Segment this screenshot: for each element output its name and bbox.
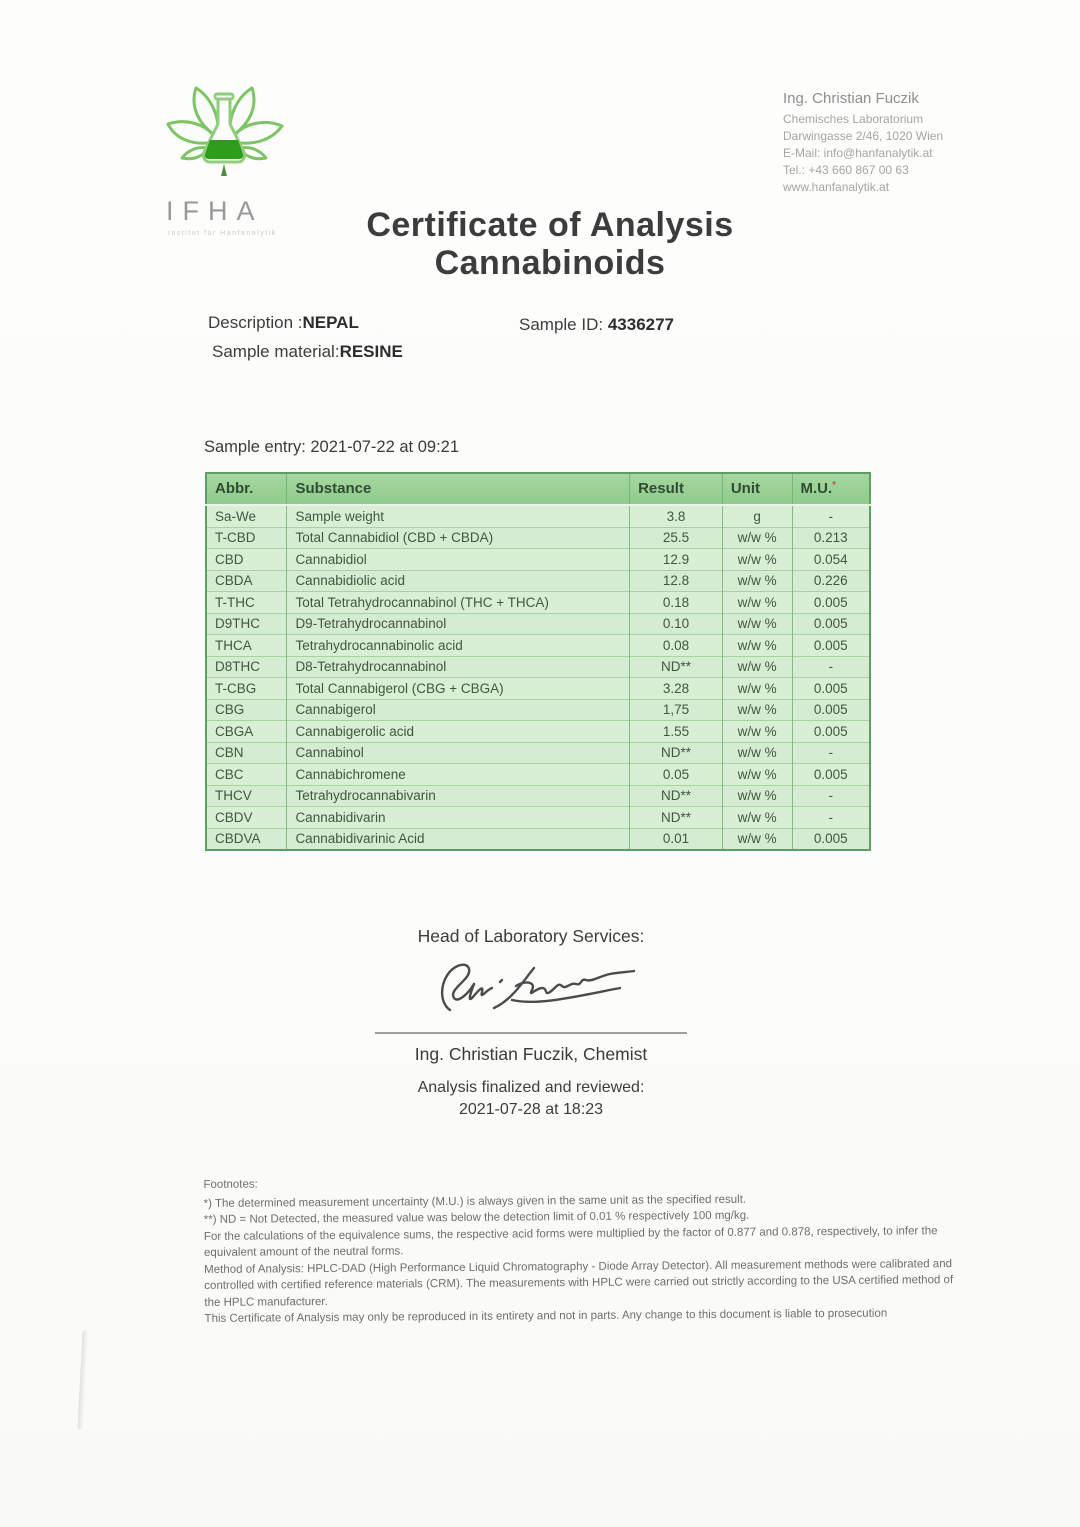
cell-abbr: CBDVA (206, 828, 287, 850)
cell-abbr: D9THC (206, 613, 287, 635)
header-abbr: Abbr. (206, 473, 287, 505)
cell-unit: w/w % (722, 699, 792, 721)
cell-unit: w/w % (722, 635, 792, 657)
cell-abbr: CBDA (206, 570, 287, 592)
contact-phone: Tel.: +43 660 867 00 63 (783, 163, 909, 177)
cell-result: 0.05 (630, 764, 723, 786)
description-line (208, 313, 359, 333)
cell-substance: Total Cannabidiol (CBD + CBDA) (287, 527, 630, 549)
table-row (206, 592, 870, 614)
cell-mu: 0.005 (792, 635, 870, 657)
cell-unit: g (722, 505, 792, 527)
table-row (206, 527, 870, 549)
cell-mu: - (792, 742, 870, 764)
cell-substance: Cannabichromene (287, 764, 630, 786)
cell-result: ND** (630, 656, 723, 678)
cell-substance: Cannabigerol (287, 699, 630, 721)
page-title (10, 206, 1080, 282)
cell-abbr: T-CBG (206, 678, 287, 700)
cell-abbr: CBN (206, 742, 287, 764)
cell-abbr: Sa-We (206, 505, 287, 527)
table-row (206, 742, 870, 764)
cell-result: 1.55 (630, 721, 723, 743)
cell-mu: 0.005 (792, 613, 870, 635)
cell-unit: w/w % (722, 807, 792, 829)
finalized-label: Analysis finalized and reviewed: (417, 1079, 645, 1096)
cell-mu: - (792, 807, 870, 829)
cell-mu: 0.005 (792, 592, 870, 614)
cell-result: ND** (630, 807, 723, 829)
sample-id-label: Sample ID: (519, 315, 604, 334)
sample-material-value: RESINE (339, 342, 403, 361)
cell-substance: Cannabidivarin (287, 807, 630, 829)
logo-acronym: IFHA (166, 196, 264, 226)
cell-abbr: THCA (206, 635, 287, 657)
cell-substance: Total Cannabigerol (CBG + CBGA) (287, 678, 630, 700)
header-mu: M.U.* (792, 473, 870, 505)
footnote-line: **) ND = Not Detected, the measured value was below the detection limit of 0.01 % respectively 100 mg/kg. (203, 1209, 750, 1226)
contact-name: Ing. Christian Fuczik (783, 90, 919, 107)
table-row (206, 613, 870, 635)
title-line-1: Certificate of Analysis (366, 206, 734, 244)
cell-mu: 0.005 (792, 699, 870, 721)
cell-result: 0.10 (630, 613, 723, 635)
signature-heading: Head of Laboratory Services: (417, 926, 645, 946)
cell-result: 25.5 (630, 527, 723, 549)
cell-abbr: CBG (206, 699, 287, 721)
cell-unit: w/w % (722, 828, 792, 850)
description-label: Description : (208, 313, 303, 332)
cannabinoid-results-table (205, 472, 871, 851)
cell-mu: - (792, 505, 870, 527)
footnotes-block (203, 1171, 956, 1327)
cell-abbr: CBD (206, 549, 287, 571)
contact-email: E-Mail: info@hanfanalytik.at (783, 146, 933, 160)
cell-substance: Cannabinol (287, 742, 630, 764)
cell-unit: w/w % (722, 764, 792, 786)
cell-unit: w/w % (722, 549, 792, 571)
signatory-name: Ing. Christian Fuczik, Chemist (414, 1044, 648, 1064)
header-unit: Unit (722, 473, 792, 505)
cell-mu: 0.213 (792, 527, 870, 549)
cell-substance: Total Tetrahydrocannabinol (THC + THCA) (287, 592, 630, 614)
cell-substance: Sample weight (287, 505, 630, 527)
table-row (206, 505, 870, 527)
sample-entry-line: Sample entry: 2021-07-22 at 09:21 (204, 438, 460, 456)
sample-id-value: 4336277 (607, 315, 675, 334)
cell-result: 3.28 (630, 678, 723, 700)
contact-website: www.hanfanalytik.at (783, 180, 890, 194)
footnote-line: Method of Analysis: HPLC-DAD (High Performance Liquid Chromatography - Diode Array Detector). All measurement methods were calibrated and controlled with certified reference materials (CRM). The measurements with HPLC were carried out strictly according to the USA certified method of the HPLC manufacturer. (204, 1257, 954, 1309)
cell-substance: Cannabigerolic acid (287, 721, 630, 743)
table-row (206, 721, 870, 743)
footnote-line: For the calculations of the equivalence sums, the respective acid forms were multiplied by the factor of 0.877 and 0.878, respectively, to infer the equivalent amount of the neutral forms. (203, 1224, 938, 1259)
cell-result: 12.9 (630, 549, 723, 571)
table-row (206, 807, 870, 829)
table-row (206, 678, 870, 700)
contact-line: Chemisches Laboratorium (783, 112, 924, 126)
cell-unit: w/w % (722, 656, 792, 678)
table-row (206, 635, 870, 657)
cell-abbr: D8THC (206, 656, 287, 678)
cell-unit: w/w % (722, 613, 792, 635)
footnote-line: This Certificate of Analysis may only be reproduced in its entirety and not in parts. Any change to this document is liable to prosecution (204, 1307, 888, 1325)
handwritten-signature (428, 952, 638, 1032)
cell-substance: Tetrahydrocannabivarin (287, 785, 630, 807)
table-row (206, 570, 870, 592)
table-header-row (206, 473, 870, 505)
footnotes-heading: Footnotes: (203, 1178, 258, 1191)
ifha-hemp-flask-logo-icon (164, 80, 286, 200)
cell-result: 0.08 (630, 635, 723, 657)
cell-abbr: CBDV (206, 807, 287, 829)
header-substance: Substance (287, 473, 630, 505)
cell-result: 0.01 (630, 828, 723, 850)
cell-mu: 0.005 (792, 721, 870, 743)
cell-abbr: T-THC (206, 592, 287, 614)
cell-result: ND** (630, 785, 723, 807)
title-line-2: Cannabinoids (434, 244, 666, 282)
cell-abbr: CBGA (206, 721, 287, 743)
cell-substance: D9-Tetrahydrocannabinol (287, 613, 630, 635)
contact-line: Darwingasse 2/46, 1020 Wien (783, 129, 944, 143)
table-row (206, 549, 870, 571)
table-row (206, 828, 870, 850)
cell-mu: 0.005 (792, 678, 870, 700)
cell-abbr: CBC (206, 764, 287, 786)
cell-unit: w/w % (722, 592, 792, 614)
cell-unit: w/w % (722, 721, 792, 743)
signature-rule-line (375, 1032, 687, 1034)
cell-mu: - (792, 656, 870, 678)
cell-unit: w/w % (722, 742, 792, 764)
sample-material-line (212, 342, 403, 362)
mu-asterisk: * (832, 480, 837, 491)
cell-unit: w/w % (722, 785, 792, 807)
table-row (206, 656, 870, 678)
header-result: Result (630, 473, 723, 505)
cell-abbr: T-CBD (206, 527, 287, 549)
cell-mu: 0.226 (792, 570, 870, 592)
logo-tagline: Institut für Hanfanalytik (168, 230, 277, 237)
sample-material-label: Sample material: (212, 342, 340, 361)
table-row (206, 785, 870, 807)
cell-result: 0.18 (630, 592, 723, 614)
lab-contact-block (783, 90, 1013, 196)
cell-result: 3.8 (630, 505, 723, 527)
cell-unit: w/w % (722, 570, 792, 592)
cell-substance: Tetrahydrocannabinolic acid (287, 635, 630, 657)
cell-mu: 0.005 (792, 828, 870, 850)
footnote-line: *) The determined measurement uncertainty (M.U.) is always given in the same unit as the specified result. (203, 1193, 747, 1210)
cell-result: ND** (630, 742, 723, 764)
cell-substance: Cannabidivarinic Acid (287, 828, 630, 850)
sample-id-line (519, 315, 674, 335)
cell-substance: Cannabidiol (287, 549, 630, 571)
cell-unit: w/w % (722, 527, 792, 549)
table-row (206, 764, 870, 786)
cell-substance: D8-Tetrahydrocannabinol (287, 656, 630, 678)
cell-abbr: THCV (206, 785, 287, 807)
cell-unit: w/w % (722, 678, 792, 700)
cell-mu: 0.005 (792, 764, 870, 786)
finalized-date: 2021-07-28 at 18:23 (458, 1101, 604, 1118)
table-row (206, 699, 870, 721)
cell-mu: - (792, 785, 870, 807)
cell-substance: Cannabidiolic acid (287, 570, 630, 592)
cell-result: 12.8 (630, 570, 723, 592)
cell-result: 1,75 (630, 699, 723, 721)
cell-mu: 0.054 (792, 549, 870, 571)
description-value: NEPAL (302, 313, 359, 332)
